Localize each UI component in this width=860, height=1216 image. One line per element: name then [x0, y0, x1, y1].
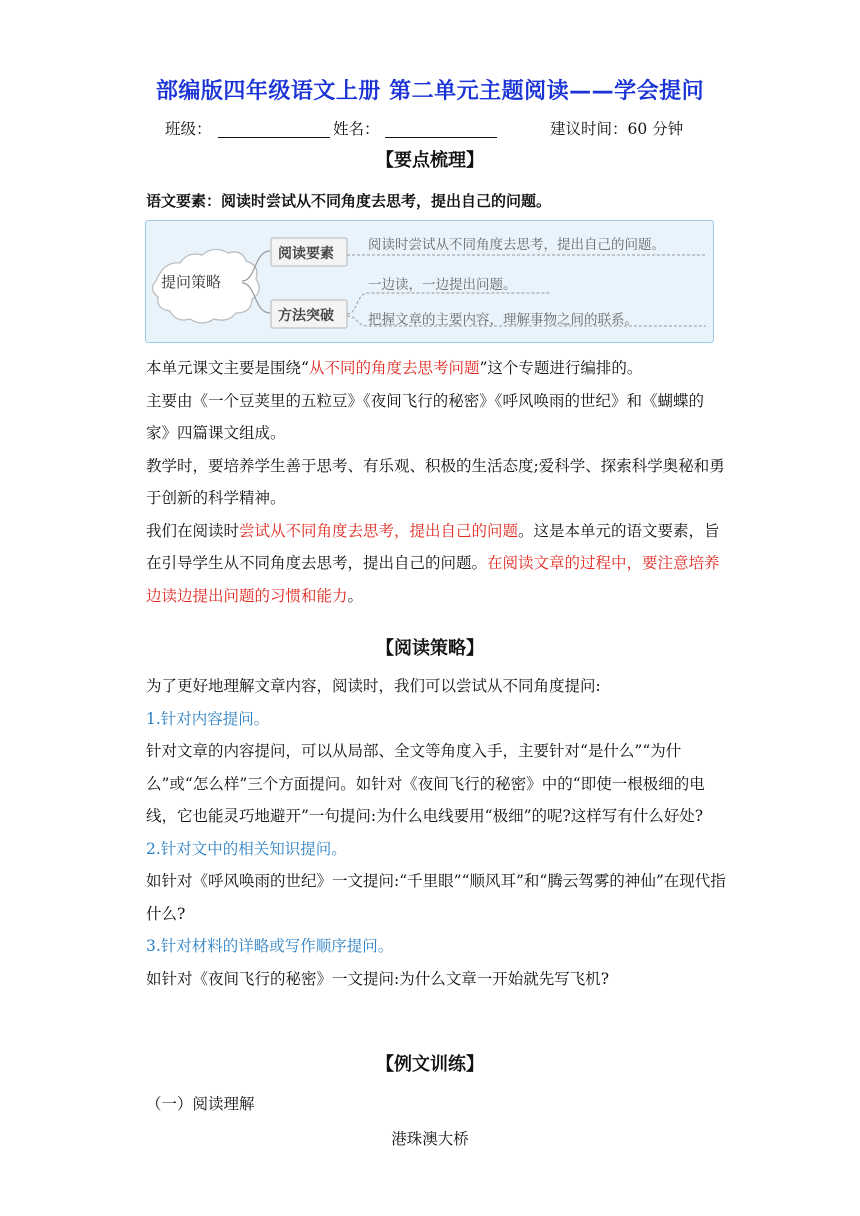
strategy-heading-3: 3.针对材料的详略或写作顺序提问。 [146, 937, 394, 955]
document-title: 部编版四年级语文上册 第二单元主题阅读——学会提问 [155, 79, 705, 104]
strategy-text-2: 如针对《呼风唤雨的世纪》一文提问:“千里眼”“顺风耳”和“腾云驾雾的神仙”在现代指什么? [146, 872, 726, 923]
strategy-text-1: 针对文章的内容提问，可以从局部、全文等角度入手，主要针对“是什么”“为什么”或“怎么样”三个方面提问。如针对《夜间飞行的秘密》中的“即使一根极细的电线，它也能灵巧地避开”一句提问:为什么电线要用“极细”的呢?这样写有什么好处? [146, 742, 705, 825]
mindmap-branch2-label: 方法突破 [278, 308, 334, 324]
intro-paragraph-1: 本单元课文主要是围绕“从不同的角度去思考问题”这个专题进行编排的。 [146, 359, 643, 377]
class-label: 班级： [165, 120, 212, 138]
section-reading-strategy: 【阅读策略】 [376, 638, 484, 659]
strategy-heading-2: 2.针对文中的相关知识提问。 [146, 839, 347, 858]
mindmap-branch1-label: 阅读要素 [278, 246, 334, 262]
strategy-mindmap [145, 220, 714, 343]
reading-comprehension-label: （一）阅读理解 [146, 1095, 255, 1113]
strategy-text-3: 如针对《夜间飞行的秘密》一文提问:为什么文章一开始就先写飞机? [146, 969, 610, 988]
strategy-lead: 为了更好地理解文章内容，阅读时，我们可以尝试从不同角度提问: [146, 677, 601, 695]
unit-intro [146, 352, 726, 612]
strategy-heading-1: 1.针对内容提问。 [146, 709, 270, 728]
intro-paragraph-4: 我们在阅读时尝试从不同角度去思考，提出自己的问题。这是本单元的语文要素，旨在引导学生从不同角度去思考，提出自己的问题。在阅读文章的过程中，要注意培养边读边提出问题的习惯和能力。 [146, 521, 720, 605]
class-blank[interactable] [218, 137, 330, 138]
section-example-training: 【例文训练】 [376, 1054, 484, 1075]
section-key-points: 【要点梳理】 [376, 150, 484, 171]
intro-paragraph-2: 主要由《一个豆荚里的五粒豆》《夜间飞行的秘密》《呼风唤雨的世纪》和《蝴蝶的家》四篇课文组成。 [146, 391, 705, 442]
mindmap-branch2-text2: 把握文章的主要内容，理解事物之间的联系。 [368, 312, 638, 328]
mindmap-branch2-text1: 一边读，一边提出问题。 [368, 277, 517, 293]
mindmap-branch1-text: 阅读时尝试从不同角度去思考，提出自己的问题。 [368, 237, 665, 253]
name-blank[interactable] [385, 137, 497, 138]
strategy-body [146, 670, 726, 995]
article-title: 港珠澳大桥 [391, 1130, 469, 1148]
language-element: 语文要素：阅读时尝试从不同角度去思考，提出自己的问题。 [146, 192, 552, 210]
intro-paragraph-3: 教学时，要培养学生善于思考、有乐观、积极的生活态度;爱科学、探索科学奥秘和勇于创新的科学精神。 [146, 456, 725, 507]
name-label: 姓名： [333, 120, 380, 138]
student-info-row [165, 117, 705, 141]
suggested-time: 建议时间：60 分钟 [550, 120, 684, 138]
mindmap-root-label: 提问策略 [161, 273, 222, 291]
